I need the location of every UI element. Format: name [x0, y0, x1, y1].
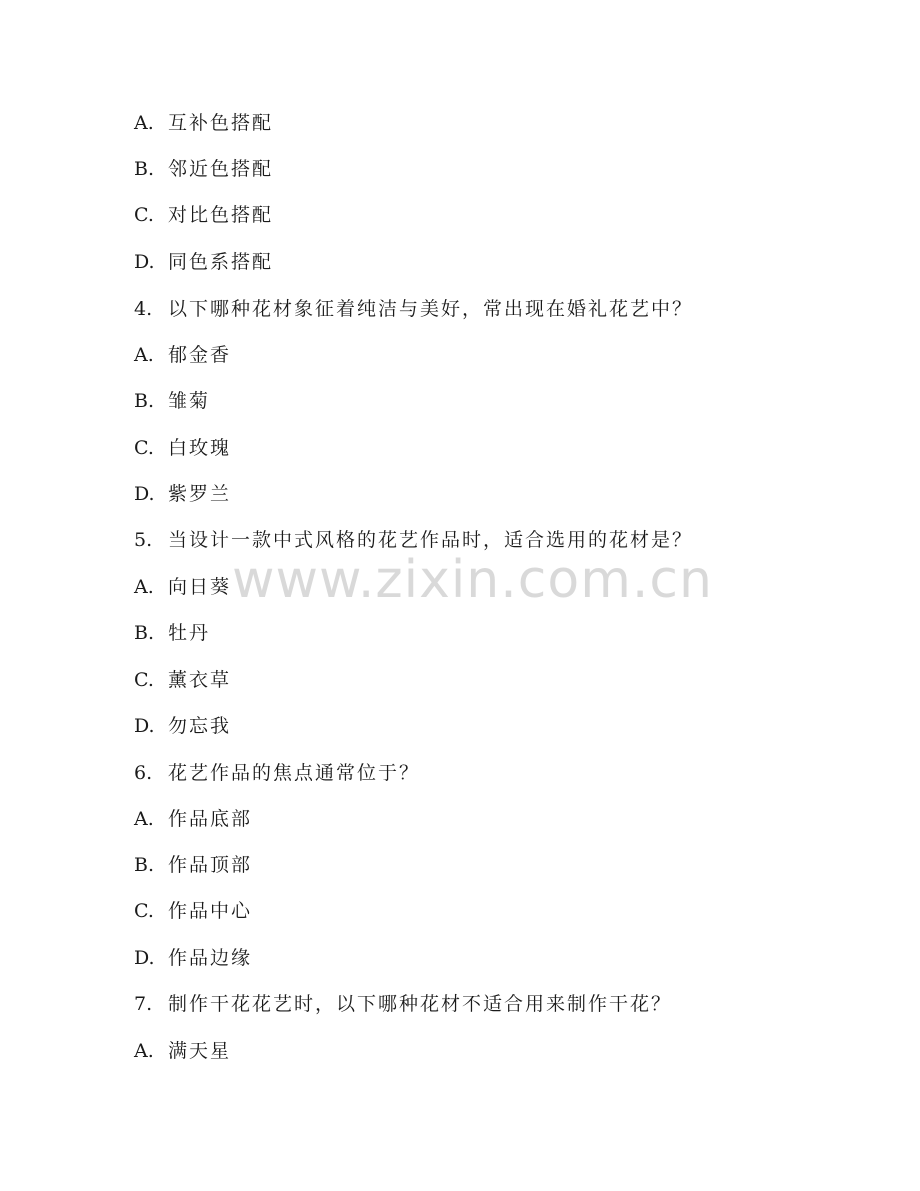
question-line [134, 992, 672, 1016]
option-text: 作品顶部 [168, 854, 253, 876]
question-number: 6. [134, 762, 153, 784]
option-label: D. [134, 483, 155, 505]
option-text: 白玫瑰 [168, 437, 232, 459]
option-line [134, 111, 273, 135]
option-line [134, 250, 273, 274]
question-line [134, 761, 420, 785]
question-number: 4. [134, 298, 153, 320]
option-text: 作品底部 [168, 808, 253, 830]
option-text: 勿忘我 [168, 715, 232, 737]
option-line [134, 946, 252, 970]
option-label: A. [134, 112, 154, 134]
option-label: B. [134, 622, 155, 644]
question-text: 花艺作品的焦点通常位于？ [168, 762, 421, 784]
option-label: B. [134, 158, 155, 180]
option-line [134, 668, 231, 692]
option-text: 郁金香 [168, 344, 232, 366]
option-label: A. [134, 576, 154, 598]
option-text: 同色系搭配 [168, 251, 274, 273]
option-label: D. [134, 715, 155, 737]
option-line [134, 343, 231, 367]
option-line [134, 621, 210, 645]
option-label: B. [134, 854, 155, 876]
option-line [134, 853, 252, 877]
option-text: 雏菊 [168, 390, 211, 412]
option-line [134, 436, 231, 460]
option-text: 作品边缘 [168, 947, 253, 969]
option-line [134, 389, 210, 413]
option-label: D. [134, 947, 155, 969]
question-text: 以下哪种花材象征着纯洁与美好，常出现在婚礼花艺中？ [168, 298, 694, 320]
option-text: 互补色搭配 [168, 112, 274, 134]
option-text: 满天星 [168, 1040, 232, 1062]
option-text: 紫罗兰 [168, 483, 232, 505]
option-line [134, 714, 231, 738]
option-label: B. [134, 390, 155, 412]
question-text: 当设计一款中式风格的花艺作品时，适合选用的花材是？ [168, 529, 694, 551]
option-label: D. [134, 251, 155, 273]
option-line [134, 1039, 231, 1063]
option-line [134, 157, 273, 181]
option-line [134, 482, 231, 506]
option-label: A. [134, 808, 154, 830]
option-text: 薰衣草 [168, 669, 232, 691]
question-number: 5. [134, 529, 153, 551]
option-line [134, 203, 273, 227]
watermark: www.zixin.com.cn [232, 550, 713, 610]
option-line [134, 575, 231, 599]
option-text: 邻近色搭配 [168, 158, 274, 180]
option-label: A. [134, 344, 154, 366]
option-line [134, 807, 252, 831]
option-label: C. [134, 669, 154, 691]
option-text: 牡丹 [168, 622, 211, 644]
option-line [134, 899, 252, 923]
option-label: C. [134, 204, 154, 226]
option-text: 向日葵 [168, 576, 232, 598]
question-line [134, 297, 693, 321]
option-text: 作品中心 [168, 900, 253, 922]
question-number: 7. [134, 993, 153, 1015]
option-label: C. [134, 437, 154, 459]
option-label: A. [134, 1040, 154, 1062]
option-text: 对比色搭配 [168, 204, 274, 226]
question-text: 制作干花花艺时，以下哪种花材不适合用来制作干花？ [168, 993, 673, 1015]
option-label: C. [134, 900, 154, 922]
